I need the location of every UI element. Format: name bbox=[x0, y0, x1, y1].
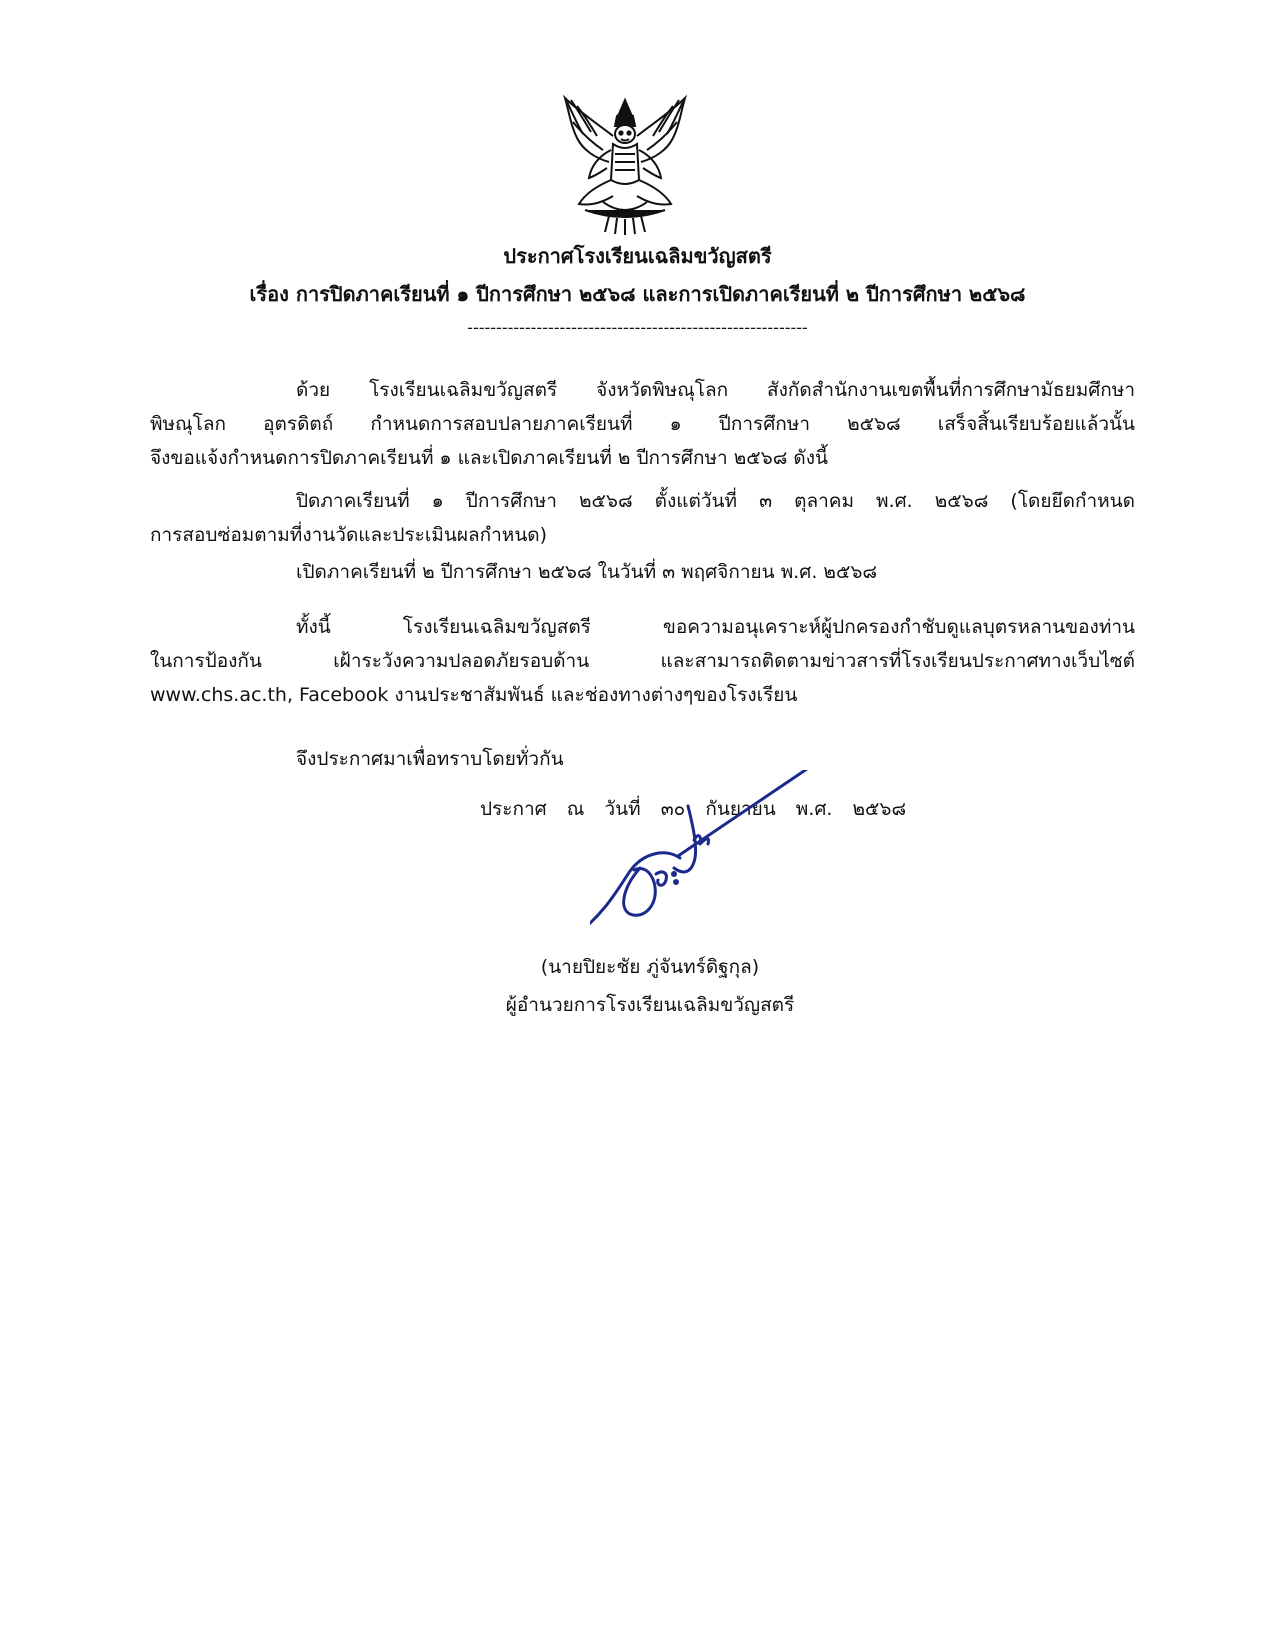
date-era: พ.ศ. bbox=[795, 798, 833, 820]
paragraph-line: เปิดภาคเรียนที่ ๒ ปีการศึกษา ๒๕๖๘ ในวันที่ ๓ พฤศจิกายน พ.ศ. ๒๕๖๘ bbox=[296, 561, 878, 583]
paragraph-semester-close bbox=[150, 484, 1135, 552]
document-subject: เรื่อง การปิดภาคเรียนที่ ๑ ปีการศึกษา ๒๕๖๘ และการเปิดภาคเรียนที่ ๒ ปีการศึกษา ๒๕๖๘ bbox=[249, 282, 1026, 306]
paragraph-line: จึงประกาศมาเพื่อทราบโดยทั่วกัน bbox=[296, 748, 564, 770]
date-day-label: วันที่ bbox=[604, 798, 641, 820]
paragraph-request bbox=[150, 610, 1135, 712]
signer-name: (นายปิยะชัย ภู่จันทร์ดิฐกุล) bbox=[540, 956, 760, 978]
garuda-emblem-icon bbox=[555, 92, 695, 237]
date-month: กันยายน bbox=[705, 798, 776, 820]
date-prefix: ประกาศ bbox=[480, 798, 547, 820]
paragraph-line: ปิดภาคเรียนที่ ๑ ปีการศึกษา ๒๕๖๘ ตั้งแต่วันที่ ๓ ตุลาคม พ.ศ. ๒๕๖๘ (โดยยึดกำหนด bbox=[296, 490, 1135, 512]
paragraph-line: ด้วย โรงเรียนเฉลิมขวัญสตรี จังหวัดพิษณุโลก สังกัดสำนักงานเขตพื้นที่การศึกษามัธยมศึกษา bbox=[296, 379, 1135, 401]
paragraph-line: ทั้งนี้ โรงเรียนเฉลิมขวัญสตรี ขอความอนุเคราะห์ผู้ปกครองกำชับดูแลบุตรหลานของท่าน bbox=[296, 616, 1135, 638]
date-day: ๓๐ bbox=[660, 798, 686, 820]
paragraph-line: www.chs.ac.th, Facebook งานประชาสัมพันธ์ และช่องทางต่างๆของโรงเรียน bbox=[150, 684, 798, 706]
paragraph-line: การสอบซ่อมตามที่งานวัดและประเมินผลกำหนด) bbox=[150, 524, 548, 546]
date-year: ๒๕๖๘ bbox=[852, 798, 907, 820]
paragraph-line: จึงขอแจ้งกำหนดการปิดภาคเรียนที่ ๑ และเปิดภาคเรียนที่ ๒ ปีการศึกษา ๒๕๖๘ ดังนี้ bbox=[150, 447, 828, 469]
document-title: ประกาศโรงเรียนเฉลิมขวัญสตรี bbox=[503, 244, 772, 268]
paragraph-semester-open bbox=[150, 555, 1135, 589]
paragraph-line: ในการป้องกัน เฝ้าระวังความปลอดภัยรอบด้าน และสามารถติดตามข่าวสารที่โรงเรียนประกาศทางเว็บไซต์ bbox=[150, 650, 1135, 672]
paragraph-intro bbox=[150, 373, 1135, 475]
signer-position: ผู้อำนวยการโรงเรียนเฉลิมขวัญสตรี bbox=[505, 994, 795, 1016]
date-at: ณ bbox=[566, 798, 585, 820]
handwritten-signature-icon bbox=[590, 770, 890, 950]
title-divider: ----------------------------------------------------------- bbox=[467, 318, 808, 337]
paragraph-line: พิษณุโลก อุตรดิตถ์ กำหนดการสอบปลายภาคเรียนที่ ๑ ปีการศึกษา ๒๕๖๘ เสร็จสิ้นเรียบร้อยแล้วนั้น bbox=[150, 413, 1135, 435]
